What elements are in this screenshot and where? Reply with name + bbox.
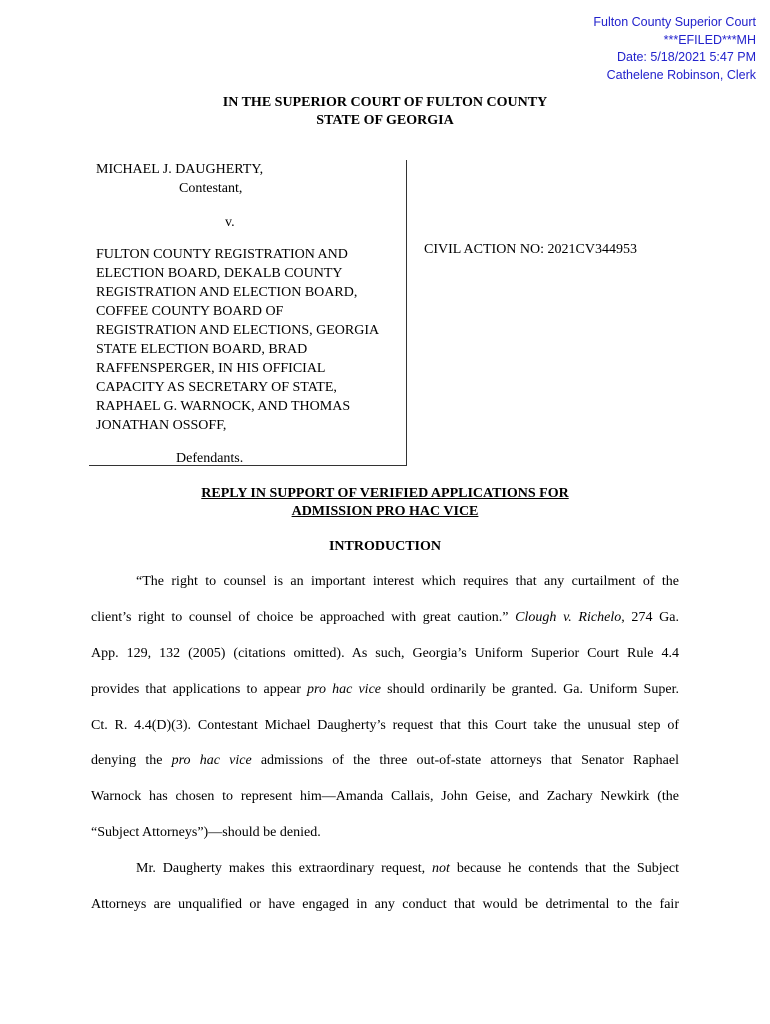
- court-name: IN THE SUPERIOR COURT OF FULTON COUNTY: [222, 95, 548, 110]
- section-heading: INTRODUCTION: [328, 539, 441, 554]
- stamp-date: Date: 5/18/2021 5:47 PM: [617, 50, 756, 65]
- defendant-line: RAFFENSPERGER, IN HIS OFFICIAL: [96, 361, 326, 376]
- court-heading: [0, 94, 770, 130]
- italic-term: pro hac vice: [171, 753, 252, 768]
- italic-term: not: [432, 861, 450, 876]
- text-run: Mr. Daugherty makes this extraordinary request,: [136, 861, 433, 876]
- court-state: STATE OF GEORGIA: [316, 113, 454, 128]
- contestant-name: MICHAEL J. DAUGHERTY,: [96, 162, 264, 177]
- text-run: App. 129, 132 (2005) (citations omitted). As such, Georgia’s Uniform Superior Court Rule 4.4: [91, 646, 679, 661]
- paragraph-line: [91, 825, 679, 841]
- contestant-label: Contestant,: [179, 181, 243, 196]
- paragraph-line: [136, 574, 679, 590]
- text-run: should ordinarily be granted. Ga. Uniform Super.: [381, 682, 679, 697]
- versus: v.: [225, 215, 235, 230]
- text-run: admissions of the three out-of-state attorneys that Senator Raphael: [251, 753, 680, 768]
- text-run: “Subject Attorneys”)—should be denied.: [91, 825, 321, 840]
- paragraph-line: [91, 897, 679, 913]
- text-run: because he contends that the Subject: [449, 861, 679, 876]
- title-line-2: ADMISSION PRO HAC VICE: [291, 504, 479, 519]
- text-run: Ct. R. 4.4(D)(3). Contestant Michael Daugherty’s request that this Court take the unusual step of: [91, 718, 679, 733]
- text-run: “The right to counsel is an important interest which requires that any curtailment of the: [136, 574, 679, 589]
- document-title: [0, 485, 770, 521]
- paragraph-line: [91, 682, 679, 698]
- case-citation: Clough v. Richelo: [515, 610, 622, 625]
- title-line-1: REPLY IN SUPPORT OF VERIFIED APPLICATIONS FOR: [201, 486, 569, 501]
- defendants-label: Defendants.: [176, 451, 244, 466]
- text-run: provides that applications to appear: [91, 682, 307, 697]
- defendant-line: REGISTRATION AND ELECTION BOARD,: [96, 285, 358, 300]
- text-run: Attorneys are unqualified or have engaged in any conduct that would be detrimental to the fair: [91, 897, 679, 912]
- italic-term: pro hac vice: [307, 682, 382, 697]
- defendant-line: REGISTRATION AND ELECTIONS, GEORGIA: [96, 323, 380, 338]
- efiling-stamp: [593, 14, 756, 84]
- case-caption-parties: [89, 160, 407, 466]
- defendant-line: JONATHAN OSSOFF,: [96, 418, 227, 433]
- stamp-court: Fulton County Superior Court: [593, 15, 756, 29]
- defendant-line: FULTON COUNTY REGISTRATION AND: [96, 247, 348, 262]
- defendant-line: RAPHAEL G. WARNOCK, AND THOMAS: [96, 399, 351, 414]
- paragraph-line: [91, 789, 679, 805]
- civil-action-number: CIVIL ACTION NO: 2021CV344953: [424, 242, 637, 257]
- text-run: Warnock has chosen to represent him—Amanda Callais, John Geise, and Zachary Newkirk (the: [91, 789, 679, 804]
- paragraph-line: [91, 646, 679, 662]
- text-run: , 274 Ga.: [621, 610, 679, 625]
- stamp-efiled: ***EFILED***MH: [663, 32, 756, 47]
- stamp-clerk: Cathelene Robinson, Clerk: [606, 67, 756, 82]
- text-run: denying the: [91, 753, 172, 768]
- paragraph-line: [91, 753, 679, 769]
- text-run: client’s right to counsel of choice be approached with great caution.”: [91, 610, 516, 625]
- defendant-line: ELECTION BOARD, DEKALB COUNTY: [96, 266, 343, 281]
- paragraph-line: [91, 718, 679, 734]
- defendant-line: STATE ELECTION BOARD, BRAD: [96, 342, 308, 357]
- defendant-line: COFFEE COUNTY BOARD OF: [96, 304, 284, 319]
- paragraph-line: [136, 861, 679, 877]
- defendant-line: CAPACITY AS SECRETARY OF STATE,: [96, 380, 337, 395]
- paragraph-line: [91, 610, 679, 626]
